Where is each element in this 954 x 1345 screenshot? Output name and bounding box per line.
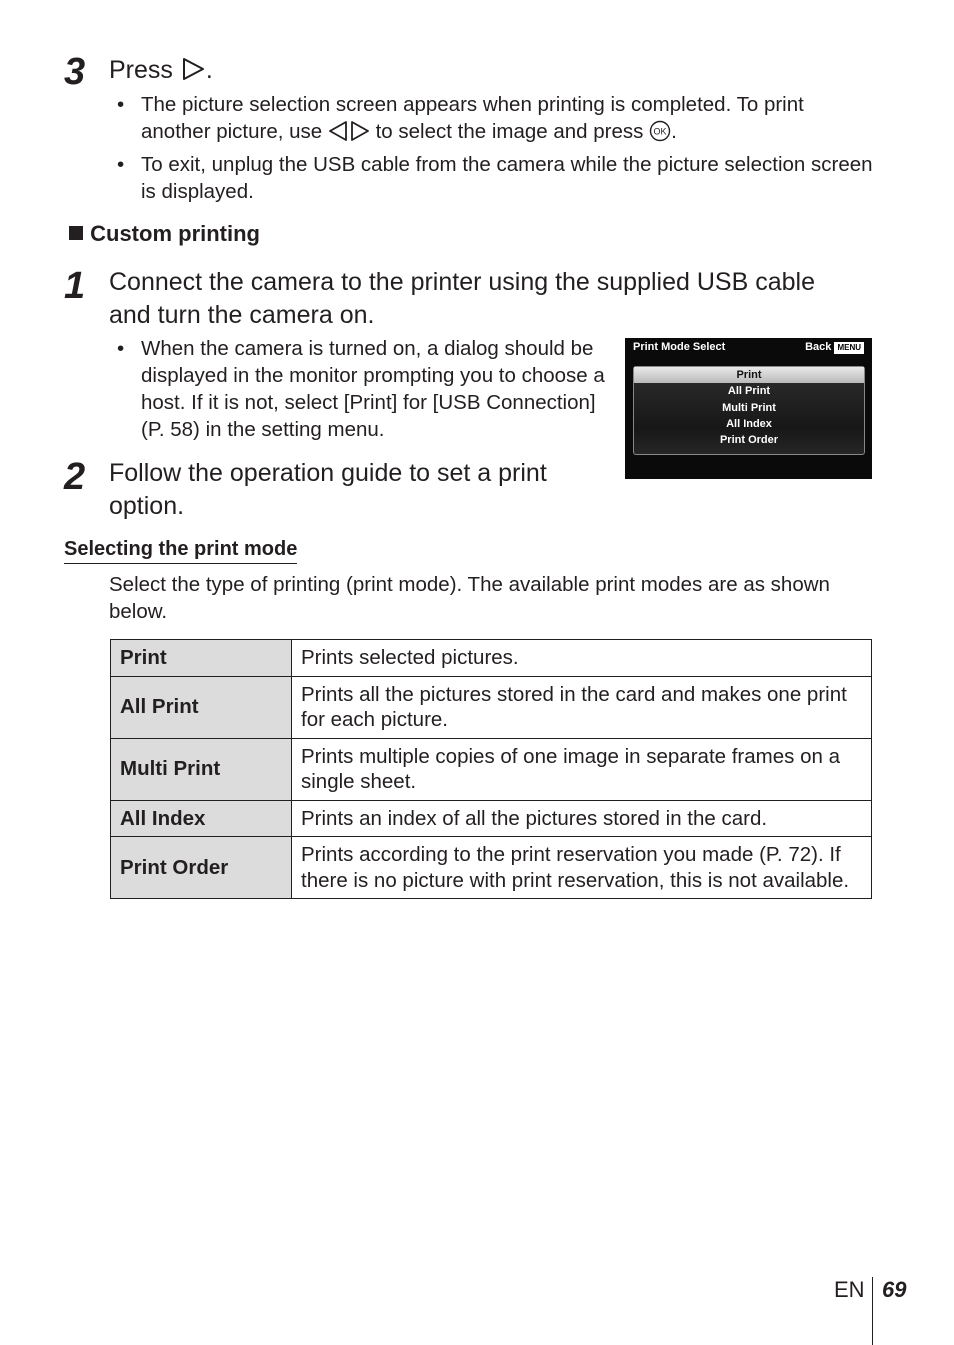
step-1-bullets	[109, 335, 614, 443]
mode-description-cell: Prints all the pictures stored in the card and makes one print for each picture.	[292, 676, 872, 738]
menu-key-icon: MENU	[834, 342, 864, 354]
custom-printing-heading	[68, 221, 260, 247]
print-mode-table	[110, 639, 872, 899]
black-square-icon	[68, 221, 84, 247]
step-2-number: 2	[64, 456, 86, 498]
step-3-heading-end: .	[205, 56, 213, 84]
print-mode-menu	[633, 366, 865, 455]
menu-item-all-print[interactable]: All Print	[727, 385, 771, 398]
mode-description-cell: Prints selected pictures.	[292, 640, 872, 677]
footer-divider	[872, 1277, 873, 1345]
mode-name-cell: Multi Print	[111, 738, 292, 800]
bullet-dot: •	[117, 93, 125, 116]
step-3-number: 3	[64, 51, 86, 93]
table-row	[111, 837, 872, 899]
mode-description-cell: Prints according to the print reservation you made (P. 72). If there is no picture with print reservation, this is not available.	[292, 837, 872, 899]
custom-printing-title: Custom printing	[90, 221, 260, 246]
language-label: EN	[834, 1277, 865, 1302]
step-3-heading	[109, 54, 869, 91]
right-arrow-icon	[180, 56, 206, 91]
print-mode-intro: Select the type of printing (print mode). The available print modes are as shown below.	[109, 573, 830, 623]
step-1-number: 1	[64, 265, 86, 307]
screen-back	[805, 341, 864, 354]
camera-screen	[625, 338, 872, 479]
bullet-text-part3: .	[671, 120, 677, 143]
bullet-text-part2: to select the image and press	[375, 120, 644, 143]
mode-name-cell: Print Order	[111, 837, 292, 899]
bullet-item	[109, 151, 879, 205]
bullet-text: When the camera is turned on, a dialog should be displayed in the monitor prompting you to choose a host. If it is not, select [Print] for [USB Connection] (P. 58) in the setting menu.	[141, 337, 605, 441]
step-3-heading-text: Press	[109, 56, 173, 84]
bullet-dot: •	[117, 337, 125, 360]
mode-name-cell: All Index	[111, 800, 292, 837]
back-label: Back	[805, 341, 832, 353]
bullet-dot: •	[117, 153, 125, 176]
menu-item-print[interactable]: Print	[634, 367, 864, 383]
menu-item-print-order[interactable]: Print Order	[719, 434, 779, 447]
step-3-bullets	[109, 91, 879, 205]
mode-description-cell: Prints an index of all the pictures stored in the card.	[292, 800, 872, 837]
bullet-text: To exit, unplug the USB cable from the camera while the picture selection screen is displayed.	[141, 153, 873, 203]
page-number: 69	[882, 1277, 907, 1302]
table-row	[111, 800, 872, 837]
step-1-heading: Connect the camera to the printer using the supplied USB cable and turn the camera on.	[109, 268, 815, 329]
step-2-heading: Follow the operation guide to set a print option.	[109, 459, 547, 520]
print-mode-subheading: Selecting the print mode	[64, 538, 297, 564]
bullet-text-part1: The picture selection screen appears when printing is completed. To print another picture, use	[141, 93, 804, 143]
ok-button-icon	[649, 120, 671, 149]
mode-name-cell: Print	[111, 640, 292, 677]
screen-title: Print Mode Select	[633, 341, 726, 353]
menu-items	[634, 367, 864, 448]
mode-name-cell: All Print	[111, 676, 292, 738]
print-mode-table-wrapper	[110, 639, 872, 899]
svg-text:OK: OK	[653, 126, 667, 137]
bullet-item	[109, 91, 879, 149]
table-row	[111, 640, 872, 677]
mode-description-cell: Prints multiple copies of one image in separate frames on a single sheet.	[292, 738, 872, 800]
menu-item-all-index[interactable]: All Index	[726, 417, 772, 430]
bullet-item	[109, 335, 614, 443]
table-row	[111, 676, 872, 738]
left-right-arrows-icon	[328, 120, 370, 149]
menu-item-multi-print[interactable]: Multi Print	[722, 401, 776, 414]
table-row	[111, 738, 872, 800]
